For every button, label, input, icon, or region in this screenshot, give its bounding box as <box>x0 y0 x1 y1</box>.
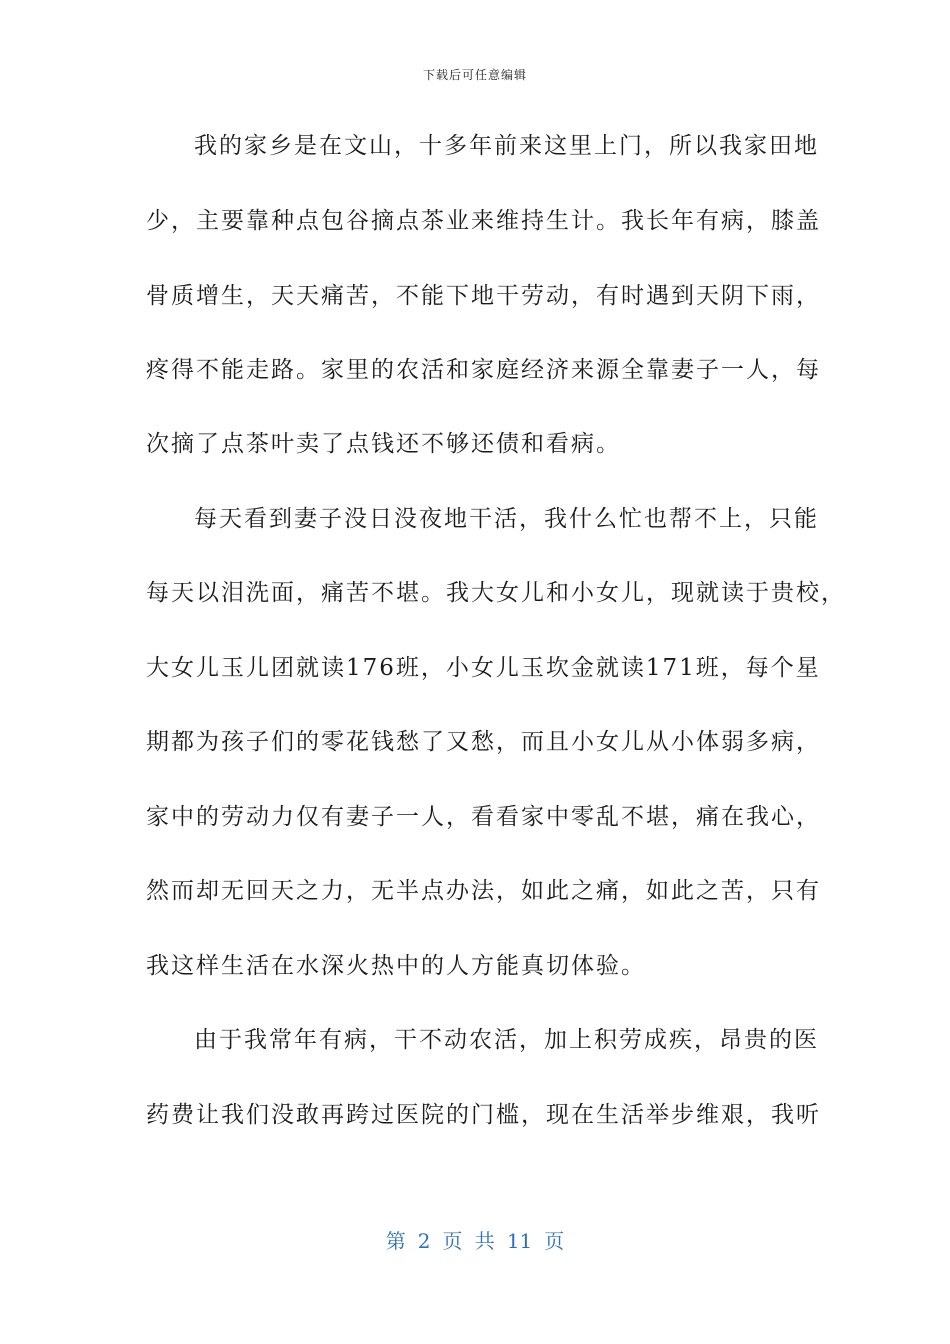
text-line: 骨质增生，天天痛苦，不能下地干劳动，有时遇到天阴下雨， <box>146 283 821 309</box>
footer-total-pages: 11 <box>506 1229 533 1253</box>
footer-prefix: 第 <box>385 1229 406 1253</box>
text-line: 我的家乡是在文山，十多年前来这里上门，所以我家田地 <box>194 133 819 159</box>
text-line: 由于我常年有病，干不动农活，加上积劳成疾，昂贵的医 <box>194 1027 819 1053</box>
page-header: 下载后可任意编辑 <box>422 68 527 82</box>
text-line: 药费让我们没敢再跨过医院的门槛，现在生活举步维艰，我听 <box>146 1102 821 1128</box>
text-line: 少，主要靠种点包谷摘点茶业来维持生计。我长年有病，膝盖 <box>146 208 821 234</box>
text-line: 每天看到妻子没日没夜地干活，我什么忙也帮不上，只能 <box>194 506 819 532</box>
page-footer <box>0 1225 950 1254</box>
text-line: 每天以泪洗面，痛苦不堪。我大女儿和小女儿，现就读于贵校， <box>146 580 846 606</box>
footer-middle: 页 共 <box>442 1229 495 1253</box>
text-line: 家中的劳动力仅有妻子一人，看看家中零乱不堪，痛在我心， <box>146 804 821 830</box>
text-line: 疼得不能走路。家里的农活和家庭经济来源全靠妻子一人，每 <box>146 357 821 383</box>
text-line: 次摘了点茶叶卖了点钱还不够还债和看病。 <box>146 431 621 457</box>
text-line: 期都为孩子们的零花钱愁了又愁，而且小女儿从小体弱多病， <box>146 729 821 755</box>
footer-suffix: 页 <box>544 1229 565 1253</box>
text-line: 我这样生活在水深火热中的人方能真切体验。 <box>146 953 646 979</box>
footer-page-number: 2 <box>417 1229 431 1253</box>
text-line: 大女儿玉儿团就读176班，小女儿玉坎金就读171班，每个星 <box>146 655 821 681</box>
text-line: 然而却无回天之力，无半点办法，如此之痛，如此之苦，只有 <box>146 878 821 904</box>
